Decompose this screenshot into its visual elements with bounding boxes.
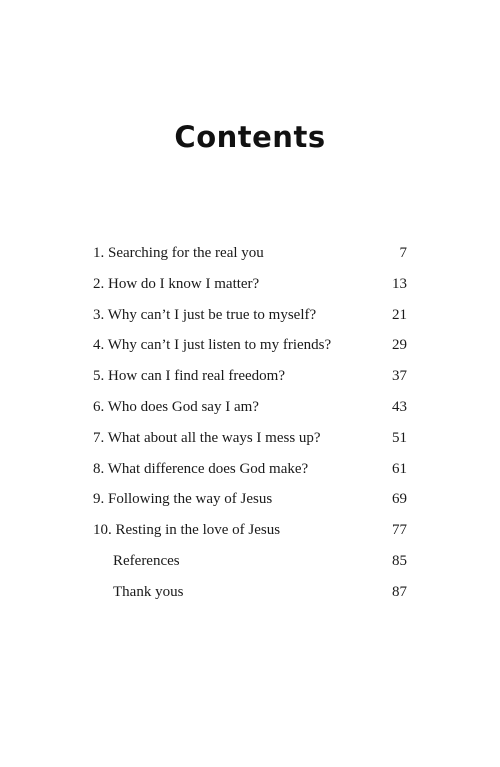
toc-entry-title: 8. What difference does God make? [93,460,309,477]
toc-entry-5 [93,364,407,395]
toc-entry-page-number: 43 [392,398,407,415]
toc-entry-title: 2. How do I know I matter? [93,275,260,292]
toc-entry-thank-yous [93,580,407,611]
toc-entry-references [93,549,407,580]
page-title: Contents [174,120,326,154]
toc-entry-title: 1. Searching for the real you [93,245,264,261]
toc-entry-7 [93,426,407,457]
toc-entry-page-number: 69 [392,491,407,508]
toc-entry-page-number: 29 [392,337,407,354]
toc-entry-title: 4. Why can’t I just listen to my friends? [93,337,332,354]
toc-entry-title: 7. What about all the ways I mess up? [93,429,321,446]
toc-entry-title: 5. How can I find real freedom? [93,368,285,385]
toc-entry-10 [93,518,407,549]
toc-entry-4 [93,333,407,364]
toc-entry-8 [93,457,407,488]
toc-entry-title: 10. Resting in the love of Jesus [93,522,281,539]
toc-entry-3 [93,303,407,334]
toc-entry-title: 6. Who does God say I am? [93,398,259,415]
toc-entry-page-number: 51 [392,429,407,446]
toc-entry-page-number: 87 [392,583,407,600]
toc-entry-title: 3. Why can’t I just be true to myself? [93,306,317,323]
toc-entry-page-number: 7 [399,245,407,261]
toc-entry-title: References [113,552,180,569]
toc-entry-title: 9. Following the way of Jesus [93,491,273,508]
toc-entry-1 [93,241,407,272]
toc-entry-title: Thank yous [113,583,184,600]
toc-entry-page-number: 85 [392,552,407,569]
toc-entry-page-number: 37 [392,368,407,385]
toc-entry-page-number: 77 [392,522,407,539]
table-of-contents [93,241,407,611]
toc-entry-9 [93,487,407,518]
toc-entry-6 [93,395,407,426]
toc-entry-page-number: 61 [392,460,407,477]
toc-entry-page-number: 13 [392,275,407,292]
toc-entry-2 [93,272,407,303]
toc-entry-page-number: 21 [392,306,407,323]
